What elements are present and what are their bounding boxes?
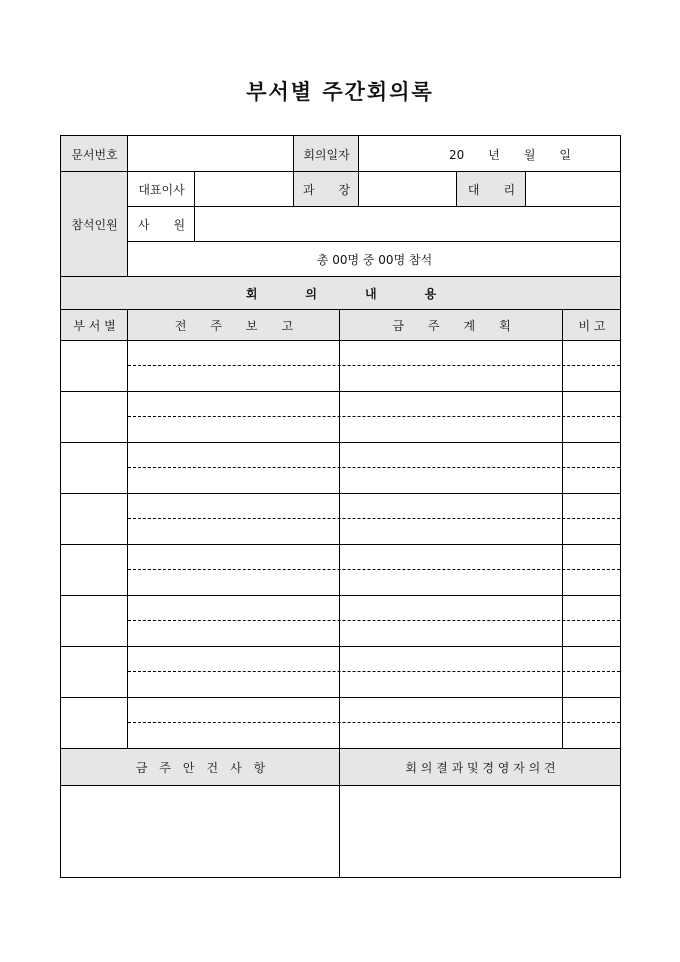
meeting-date-label: 회의일자 xyxy=(293,135,359,172)
document-title: 부서별 주간회의록 xyxy=(246,79,434,104)
row-this-week-cell[interactable] xyxy=(339,544,563,596)
row-dept-cell[interactable] xyxy=(60,697,128,749)
row-dept-cell[interactable] xyxy=(60,493,128,545)
agenda-field[interactable] xyxy=(60,785,340,878)
row-this-week-cell[interactable] xyxy=(339,646,563,698)
row-divider-dashed xyxy=(128,467,620,468)
row-divider-dashed xyxy=(128,722,620,723)
row-this-week-cell[interactable] xyxy=(339,442,563,494)
manager-field[interactable] xyxy=(358,171,457,207)
row-last-week-cell[interactable] xyxy=(127,442,340,494)
ceo-field[interactable] xyxy=(194,171,294,207)
row-last-week-cell[interactable] xyxy=(127,340,340,392)
ceo-label: 대표이사 xyxy=(127,171,195,207)
row-note-cell[interactable] xyxy=(562,340,621,392)
attendees-label: 참석인원 xyxy=(60,171,128,277)
doc-no-label: 문서번호 xyxy=(60,135,128,172)
row-divider-dashed xyxy=(128,569,620,570)
row-dept-cell[interactable] xyxy=(60,340,128,392)
staff-label: 사 원 xyxy=(127,206,195,242)
meeting-content-title: 회 의 내 용 xyxy=(60,276,621,310)
col-last-week-header: 전 주 보 고 xyxy=(127,309,340,341)
doc-no-field[interactable] xyxy=(127,135,294,172)
row-dept-cell[interactable] xyxy=(60,442,128,494)
table-border-bottom xyxy=(60,877,621,878)
manager-label: 과 장 xyxy=(293,171,359,207)
meeting-date-field[interactable]: 20 년 월 일 xyxy=(358,135,621,172)
assistant-manager-label: 대 리 xyxy=(456,171,526,207)
row-note-cell[interactable] xyxy=(562,544,621,596)
row-last-week-cell[interactable] xyxy=(127,544,340,596)
row-this-week-cell[interactable] xyxy=(339,595,563,647)
row-divider-dashed xyxy=(128,518,620,519)
table-border-right xyxy=(620,135,621,878)
row-divider-dashed xyxy=(128,416,620,417)
row-dept-cell[interactable] xyxy=(60,646,128,698)
row-last-week-cell[interactable] xyxy=(127,646,340,698)
row-this-week-cell[interactable] xyxy=(339,493,563,545)
row-note-cell[interactable] xyxy=(562,697,621,749)
row-note-cell[interactable] xyxy=(562,391,621,443)
row-note-cell[interactable] xyxy=(562,442,621,494)
row-note-cell[interactable] xyxy=(562,595,621,647)
row-note-cell[interactable] xyxy=(562,493,621,545)
result-label: 회 의 결 과 및 경 영 자 의 견 xyxy=(339,748,621,786)
row-last-week-cell[interactable] xyxy=(127,493,340,545)
row-this-week-cell[interactable] xyxy=(339,340,563,392)
col-this-week-header: 금 주 계 획 xyxy=(339,309,563,341)
row-last-week-cell[interactable] xyxy=(127,595,340,647)
row-dept-cell[interactable] xyxy=(60,595,128,647)
row-divider-dashed xyxy=(128,671,620,672)
row-divider-dashed xyxy=(128,620,620,621)
staff-field[interactable] xyxy=(194,206,621,242)
assistant-manager-field[interactable] xyxy=(525,171,621,207)
row-last-week-cell[interactable] xyxy=(127,697,340,749)
row-last-week-cell[interactable] xyxy=(127,391,340,443)
result-field[interactable] xyxy=(339,785,621,878)
attendance-summary: 총 00명 중 00명 참석 xyxy=(127,241,621,277)
row-dept-cell[interactable] xyxy=(60,391,128,443)
row-this-week-cell[interactable] xyxy=(339,697,563,749)
col-note-header: 비 고 xyxy=(562,309,621,341)
row-note-cell[interactable] xyxy=(562,646,621,698)
col-dept-header: 부 서 별 xyxy=(60,309,128,341)
row-this-week-cell[interactable] xyxy=(339,391,563,443)
row-divider-dashed xyxy=(128,365,620,366)
agenda-label: 금 주 안 건 사 항 xyxy=(60,748,340,786)
row-dept-cell[interactable] xyxy=(60,544,128,596)
